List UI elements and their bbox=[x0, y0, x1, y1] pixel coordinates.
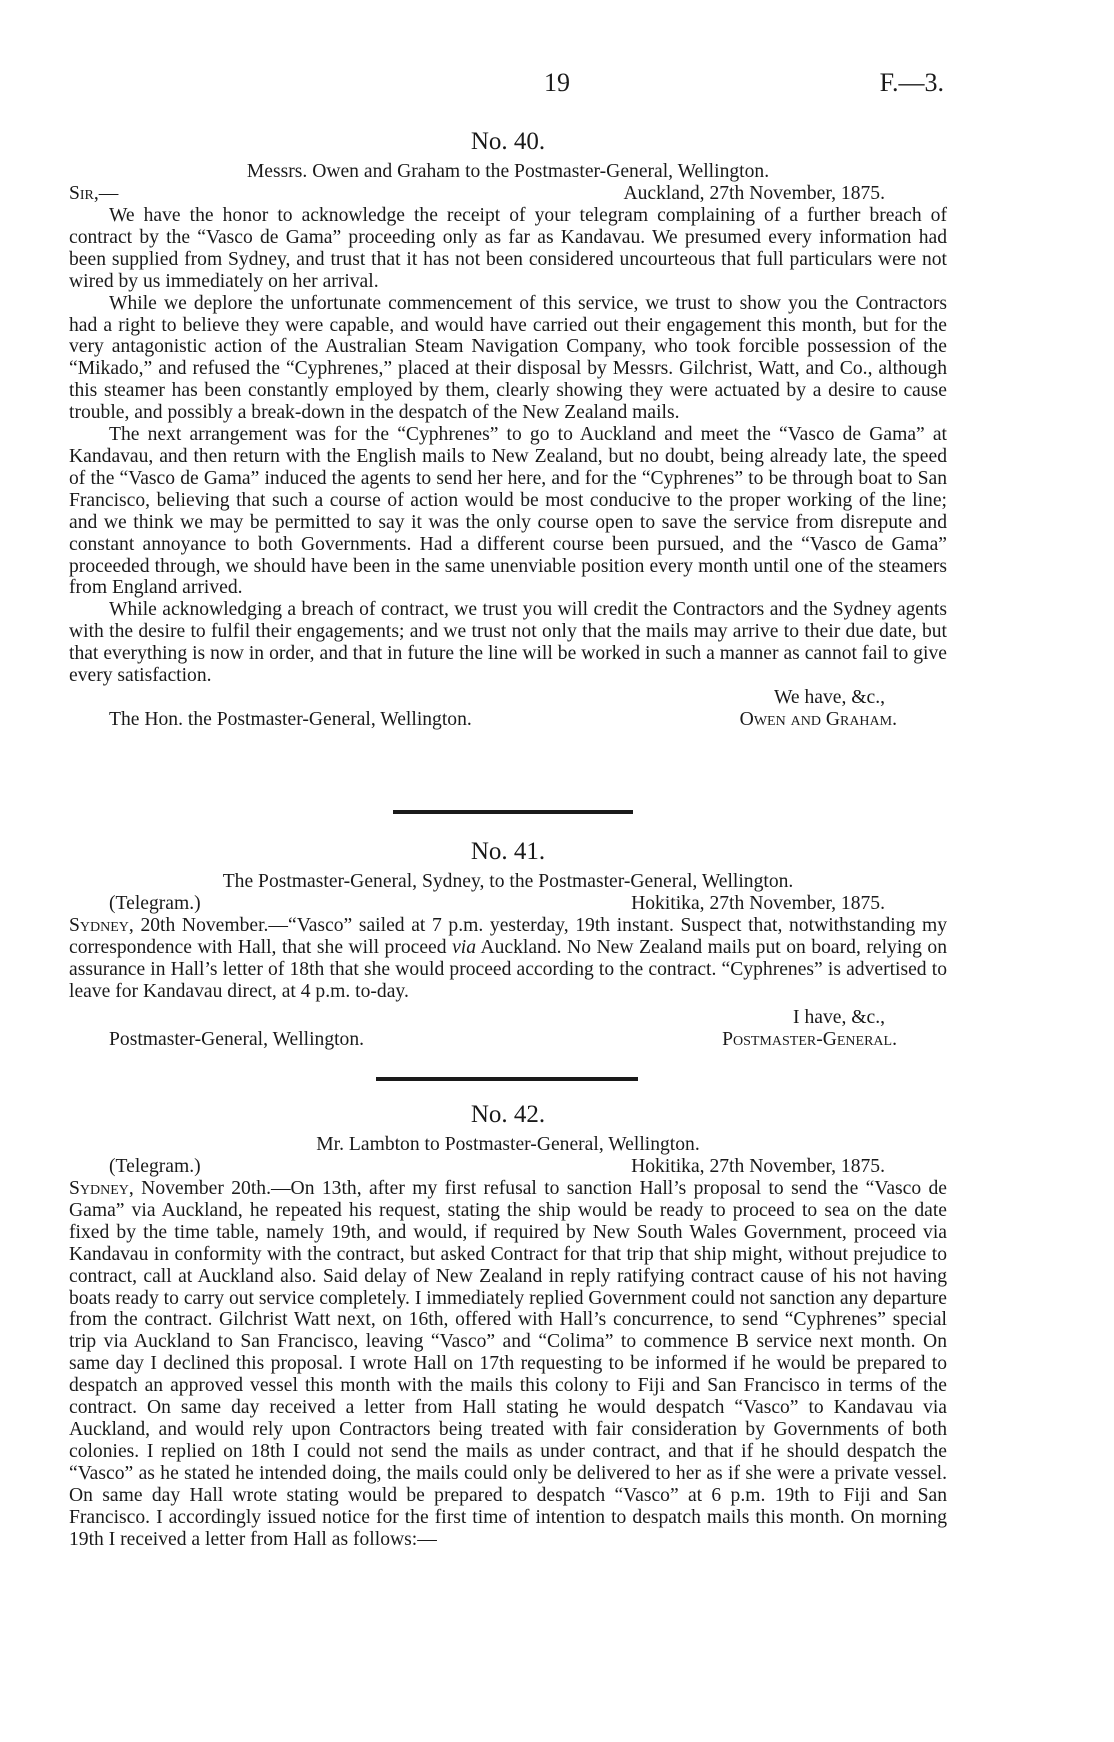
letter-subheading: Messrs. Owen and Graham to the Postmaster-General, Wellington. bbox=[246, 161, 770, 182]
paragraph: While acknowledging a breach of contract, we trust you will credit the Contractors and the Sydney agents with the desire to fulfil their engagements; and we trust not only that the mails may arrive to their due date, but that everything is now in order, and that in future the line will be worked in such a manner as cannot fail to give every satisfaction. bbox=[69, 599, 947, 687]
telegram-body bbox=[69, 915, 947, 1003]
letter-no-41 bbox=[69, 837, 947, 1053]
signer: Owen and Graham. bbox=[739, 708, 897, 730]
signer: Postmaster-General. bbox=[722, 1028, 897, 1050]
sender-place: Sydney, bbox=[69, 1178, 134, 1199]
letter-heading: No. 41. bbox=[470, 838, 546, 865]
signature-row bbox=[69, 709, 947, 733]
sender-place: Sydney, bbox=[69, 915, 134, 936]
addressee: The Hon. the Postmaster-General, Wellington. bbox=[109, 708, 472, 730]
salutation-row bbox=[69, 183, 947, 205]
place-date: Auckland, 27th November, 1875. bbox=[623, 183, 885, 204]
addressee: Postmaster-General, Wellington. bbox=[109, 1028, 365, 1050]
telegram-label: (Telegram.) bbox=[109, 1156, 201, 1177]
closing: I have, &c., bbox=[793, 1006, 885, 1028]
place-date: Hokitika, 27th November, 1875. bbox=[631, 893, 885, 914]
letter-no-40 bbox=[69, 127, 947, 733]
page-number: 19 bbox=[544, 68, 570, 97]
document-reference: F.—3. bbox=[879, 68, 944, 97]
page-header bbox=[0, 68, 1114, 108]
body-text: November 20th.—On 13th, after my first refusal to sanction Hall’s proposal to send the “Vasco de Gama” via Auckland, he repeated his request, stating the ship would be ready to proceed to sea on the date fixed by the time table, namely 19th, and would, if required by New South Wales Government, proceed via Kandavau in conformity with the contract, but asked Contract for that trip that ship might, without prejudice to contract, call at Auckland also. Said delay of New Zealand in reply ratifying contract cause of his not having boats ready to carry out service completely. I immediately replied Government could not sanction any departure from the contract. Gilchrist Watt next, on 16th, offered with Hall’s concurrence, to send “Cyphrenes” special trip via Auckland to San Francisco, leaving “Vasco” and “Colima” to commence B service next month. On same day I declined this proposal. I wrote Hall on 17th requesting to be informed if he would be prepared to despatch an approved vessel this month with the mails this colony to Fiji and San Francisco in terms of the contract. On same day received a letter from Hall stating he would despatch “Vasco” to Kandavau via Auckland, and would rely upon Contractors being treated with fair consideration by Governments of both colonies. I replied on 18th I could not send the mails as under contract, and that if he should despatch the “Vasco” as he stated he intended doing, the mails could only be delivered to her as if she were a private vessel. On same day Hall wrote stating would be prepared to despatch “Vasco” at 6 p.m. 19th to Fiji and San Francisco. I accordingly issued notice for the first time of intention to despatch mails this month. On morning 19th I received a letter from Hall as follows:— bbox=[69, 1178, 948, 1550]
closing: We have, &c., bbox=[773, 686, 885, 708]
body-text: Auckland. No New Zealand mails put on board, relying on assurance in Hall’s letter of 18th that she would proceed according to the contract. “Cyphrenes” is advertised to leave for Kandavau direct, at 4 p.m. to-day. bbox=[69, 936, 947, 1002]
telegram-row bbox=[69, 1156, 947, 1178]
letter-heading: No. 40. bbox=[470, 128, 546, 155]
salutation: Sir,— bbox=[69, 183, 119, 204]
telegram-row bbox=[69, 893, 947, 915]
telegram-body bbox=[69, 1178, 947, 1550]
italic-via: via bbox=[452, 936, 477, 958]
paragraph: The next arrangement was for the “Cyphrenes” to go to Auckland and meet the “Vasco de Gama” at Kandavau, and then return with the English mails to New Zealand, but no doubt, being already late, the speed of the “Vasco de Gama” induced the agents to send her here, and for the “Cyphrenes” to be through boat to San Francisco, believing that such a course of action would be most conducive to the proper working of the line; and we think we may be permitted to say it was the only course open to save the service from disrepute and constant annoyance to both Governments. Had a different course been pursued, and the “Vasco de Gama” proceeded through, we should have been in the same unenviable position every month until one of the steamers from England arrived. bbox=[69, 424, 947, 599]
letter-subheading: The Postmaster-General, Sydney, to the Postmaster-General, Wellington. bbox=[222, 871, 794, 892]
letter-heading: No. 42. bbox=[470, 1101, 546, 1128]
body-text: 20th November.—“Vasco” sailed at 7 p.m. yesterday, 19th instant. Suspect that, notwithstanding my correspondence with Hall, that she will proceed bbox=[69, 915, 947, 958]
signature-row bbox=[69, 1029, 947, 1053]
place-date: Hokitika, 27th November, 1875. bbox=[631, 1156, 885, 1177]
section-divider bbox=[393, 810, 633, 814]
paragraph: While we deplore the unfortunate commencement of this service, we trust to show you the Contractors had a right to believe they were capable, and would have carried out their engagement this month, but for the very antagonistic action of the Australian Steam Navigation Company, who took forcible possession of the “Mikado,” and refused the “Cyphrenes,” placed at their disposal by Messrs. Gilchrist, Watt, and Co., although this steamer has been constantly employed by them, clearly showing they were actuated by a desire to cause trouble, and possibly a break-down in the despatch of the New Zealand mails. bbox=[69, 292, 947, 424]
letter-no-42 bbox=[69, 1100, 947, 1550]
paragraph: We have the honor to acknowledge the receipt of your telegram complaining of a further breach of contract by the “Vasco de Gama” proceeding only as far as Kandavau. We presumed every information had been supplied from Sydney, and trust that it has not been considered uncourteous that full particulars were not wired by us immediately on her arrival. bbox=[69, 205, 947, 292]
section-divider bbox=[376, 1077, 638, 1081]
telegram-label: (Telegram.) bbox=[109, 893, 201, 914]
letter-subheading: Mr. Lambton to Postmaster-General, Wellington. bbox=[316, 1134, 700, 1155]
